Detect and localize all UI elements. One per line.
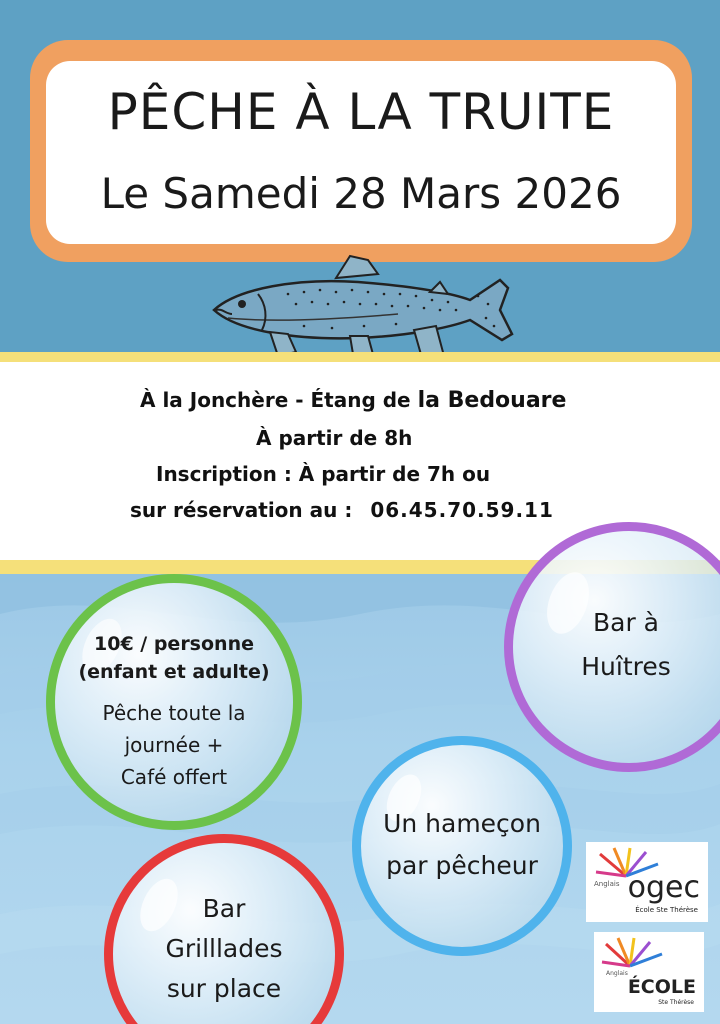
yellow-stripe-top (0, 352, 720, 362)
hook-line1: Un hameçon (383, 809, 541, 838)
ecole-subtitle: Ste Thérèse (658, 999, 694, 1006)
grill-line1: Bar (202, 894, 246, 923)
price-text: 10€ / personne (94, 633, 254, 655)
ecole-tag: Anglais (606, 970, 628, 977)
price-bubble (46, 574, 302, 830)
grill-line2: Grilllades (165, 934, 283, 963)
ecole-name: ÉCOLE (627, 976, 696, 998)
ogec-tag: Anglais (594, 880, 620, 888)
location-prefix: À la Jonchère - Étang de (140, 388, 418, 412)
price-audience: (enfant et adulte) (78, 661, 270, 683)
event-title: PÊCHE À LA TRUITE (107, 83, 615, 141)
price-desc-line3: Café offert (120, 765, 228, 789)
hook-text (361, 803, 563, 887)
price-desc-line2: journée + (124, 733, 224, 757)
hook-line2: par pêcheur (386, 851, 538, 880)
hook-bubble (352, 736, 572, 956)
location-name: la Bedouare (417, 388, 567, 413)
grill-line3: sur place (166, 974, 282, 1003)
title-box (46, 61, 676, 244)
registration-line: Inscription : À partir de 7h ou (156, 462, 491, 486)
grill-text (113, 889, 335, 1009)
start-time: À partir de 8h (256, 426, 413, 450)
phone-number: 06.45.70.59.11 (370, 498, 554, 522)
ogec-name: ogec (627, 870, 700, 905)
oyster-bar-text (551, 601, 701, 689)
price-description (75, 697, 273, 793)
price-desc-line1: Pêche toute la (102, 701, 246, 725)
ogec-logo (586, 842, 708, 922)
oyster-bar-line1: Bar à (592, 608, 659, 637)
reservation-line (130, 498, 554, 522)
reservation-label: sur réservation au : (130, 498, 353, 522)
event-date: Le Samedi 28 Mars 2026 (100, 169, 622, 218)
oyster-bar-line2: Huîtres (581, 652, 671, 681)
ecole-logo (594, 932, 704, 1012)
location-line (140, 388, 566, 413)
ogec-subtitle: École Ste Thérèse (635, 906, 698, 914)
